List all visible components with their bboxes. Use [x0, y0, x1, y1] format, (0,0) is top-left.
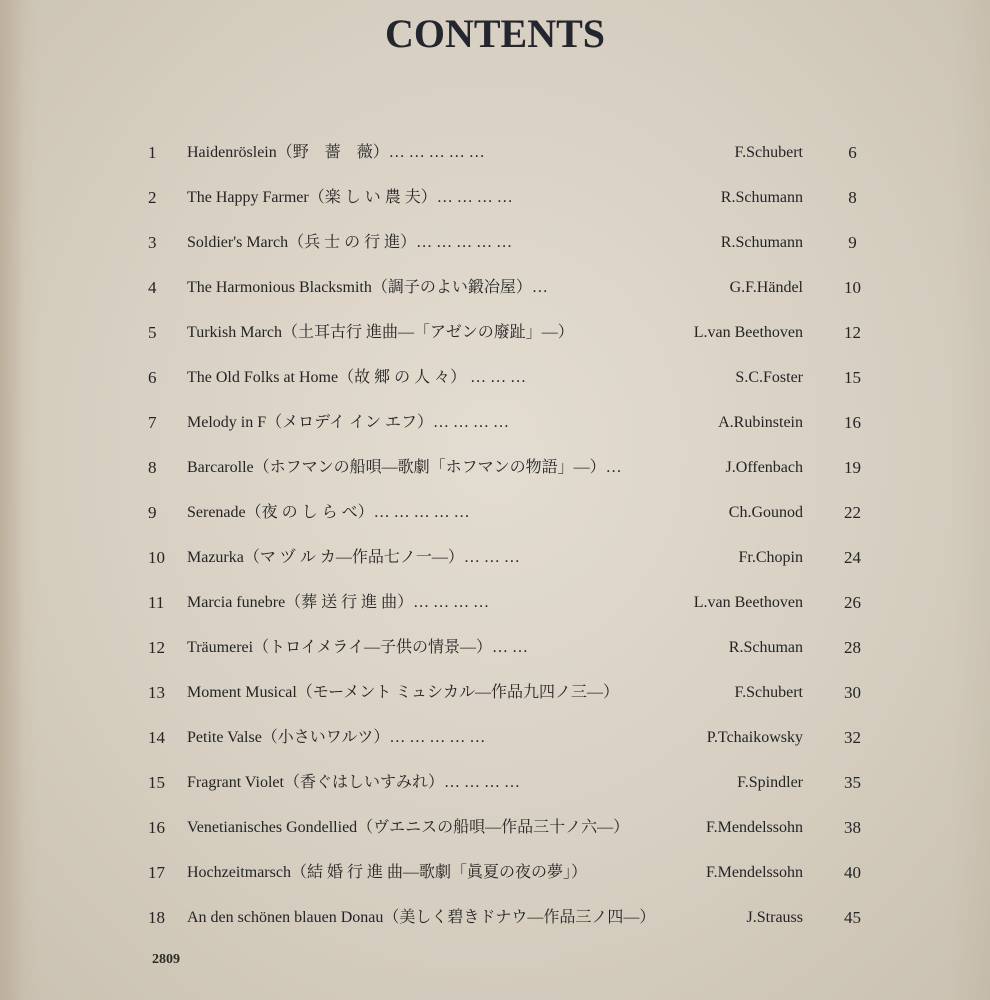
entry-number: 3	[148, 233, 157, 252]
entry-number: 17	[148, 863, 165, 882]
entry-number: 18	[148, 908, 165, 927]
entry-title: Fragrant Violet（香ぐはしいすみれ）… … … …	[187, 774, 520, 791]
entry-title: Melody in F（メロデイ イン エフ）… … … …	[187, 414, 509, 431]
contents-row	[0, 628, 990, 668]
entry-composer: R.Schuman	[728, 639, 803, 656]
entry-title: The Harmonious Blacksmith（調子のよい鍛冶屋）…	[187, 279, 548, 296]
contents-row	[0, 718, 990, 758]
contents-row	[0, 898, 990, 938]
entry-composer: S.C.Foster	[735, 369, 803, 386]
entry-page: 30	[844, 683, 861, 702]
entry-number: 6	[148, 368, 157, 387]
entry-page: 6	[848, 143, 857, 162]
contents-row	[0, 133, 990, 173]
entry-title: Turkish March（土耳古行 進曲—「アゼンの廢趾」—）	[187, 324, 574, 341]
entry-page: 9	[848, 233, 857, 252]
contents-row	[0, 448, 990, 488]
entry-page: 24	[844, 548, 861, 567]
entry-number: 2	[148, 188, 157, 207]
entry-page: 26	[844, 593, 861, 612]
contents-row	[0, 403, 990, 443]
entry-number: 13	[148, 683, 165, 702]
entry-composer: F.Schubert	[734, 684, 803, 701]
entry-title: Petite Valse（小さいワルツ）… … … … …	[187, 729, 486, 746]
entry-page: 45	[844, 908, 861, 927]
contents-row	[0, 313, 990, 353]
entry-number: 15	[148, 773, 165, 792]
contents-row	[0, 358, 990, 398]
entry-title: Serenade（夜 の し ら べ）… … … … …	[187, 504, 470, 521]
contents-row	[0, 853, 990, 893]
entry-composer: F.Spindler	[737, 774, 803, 791]
entry-number: 1	[148, 143, 157, 162]
entry-composer: A.Rubinstein	[718, 414, 803, 431]
page-title: CONTENTS	[384, 11, 606, 56]
contents-row	[0, 763, 990, 803]
entry-title: Marcia funebre（葬 送 行 進 曲）… … … …	[187, 594, 490, 611]
contents-row	[0, 178, 990, 218]
entry-page: 35	[844, 773, 861, 792]
entry-title: Venetianisches Gondellied（ヴエニスの船唄—作品三十ノ六—）	[187, 819, 630, 836]
entry-composer: J.Strauss	[746, 909, 803, 926]
entry-composer: R.Schumann	[720, 189, 803, 206]
entry-page: 10	[844, 278, 861, 297]
entry-title: Haidenröslein（野 薔 薇）… … … … …	[187, 144, 485, 161]
entry-title: The Old Folks at Home（故 郷 の 人 々） … … …	[187, 369, 527, 386]
contents-row	[0, 493, 990, 533]
entry-number: 12	[148, 638, 165, 657]
entry-number: 9	[148, 503, 157, 522]
entry-page: 15	[844, 368, 861, 387]
contents-row	[0, 808, 990, 848]
catalog-number: 2809	[152, 952, 180, 967]
entry-number: 7	[148, 413, 157, 432]
entry-page: 8	[848, 188, 857, 207]
entry-number: 11	[148, 593, 165, 612]
entry-composer: F.Mendelssohn	[706, 864, 803, 881]
entry-page: 38	[844, 818, 861, 837]
entry-title: An den schönen blauen Donau（美しく碧きドナウ—作品三ノ四—）	[187, 909, 656, 926]
entry-title: Soldier's March（兵 士 の 行 進）… … … … …	[187, 234, 513, 251]
entry-title: Mazurka（マ ヅ ル カ—作品七ノ一—）… … …	[187, 549, 520, 566]
entry-number: 14	[148, 728, 165, 747]
entry-composer: P.Tchaikowsky	[706, 729, 803, 746]
entry-title: Träumerei（トロイメライ—子供の情景—）… …	[187, 639, 528, 656]
entry-composer: J.Offenbach	[725, 459, 803, 476]
entry-number: 5	[148, 323, 157, 342]
entry-composer: L.van Beethoven	[693, 324, 803, 341]
entry-composer: F.Schubert	[734, 144, 803, 161]
contents-row	[0, 583, 990, 623]
entry-title: Moment Musical（モーメント ミュシカル—作品九四ノ三—）	[187, 684, 620, 701]
entry-title: Barcarolle（ホフマンの船唄—歌劇「ホフマンの物語」—）…	[187, 459, 622, 476]
entry-composer: F.Mendelssohn	[706, 819, 803, 836]
contents-row	[0, 538, 990, 578]
entry-number: 16	[148, 818, 165, 837]
entry-page: 40	[844, 863, 861, 882]
entry-page: 16	[844, 413, 861, 432]
entry-composer: Fr.Chopin	[738, 549, 803, 566]
contents-row	[0, 223, 990, 263]
entry-number: 10	[148, 548, 165, 567]
entry-page: 12	[844, 323, 861, 342]
contents-row	[0, 268, 990, 308]
entry-page: 19	[844, 458, 861, 477]
entry-composer: Ch.Gounod	[728, 504, 803, 521]
entry-title: Hochzeitmarsch（結 婚 行 進 曲—歌劇「眞夏の夜の夢」）	[187, 864, 587, 881]
entry-title: The Happy Farmer（楽 し い 農 夫）… … … …	[187, 189, 513, 206]
entry-composer: G.F.Händel	[729, 279, 803, 296]
entry-page: 22	[844, 503, 861, 522]
entry-number: 8	[148, 458, 157, 477]
entry-number: 4	[148, 278, 157, 297]
entry-composer: R.Schumann	[720, 234, 803, 251]
contents-row	[0, 673, 990, 713]
entry-page: 32	[844, 728, 861, 747]
entry-composer: L.van Beethoven	[693, 594, 803, 611]
entry-page: 28	[844, 638, 861, 657]
